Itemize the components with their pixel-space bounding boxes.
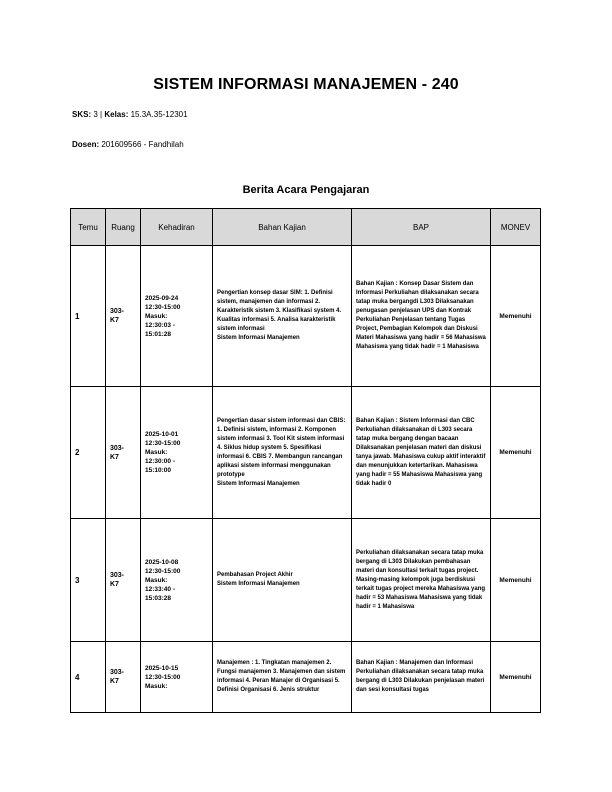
table-row bbox=[71, 246, 541, 387]
course-info: SKS: 3 | Kelas: 15.3A.35-12301 bbox=[72, 110, 188, 119]
bahan-kajian-cell: Pengertian dasar sistem informasi dan CBIS: 1. Definisi sistem, informasi 2. Komponen sistem informasi 3. Tool Kit sistem informasi 4. Siklus hidup system 5. Spesifikasi informasi 6. CBIS 7. Membangun rancangan aplikasi sistem informasi menggunakan prototype Sistem Informasi Manajemen bbox=[213, 387, 352, 519]
bap-cell: Bahan Kajian : Sistem Informasi dan CBC Perkuliahan dilaksanakan di L303 secara tatap muka bergang dengan bacaan Dilaksanakan penjelasan materi dan diskusi tanya jawab. Mahasiswa cukup aktif interaktif dan menunjukkan ketertarikan. Mahasiswa yang hadir = 55 Mahasiswa Mahasiswa yang tidak hadir 0 bbox=[352, 387, 491, 519]
kehadiran-cell: 2025-10-08 12:30-15:00 Masuk: 12:33:40 - 15:03:28 bbox=[141, 519, 213, 642]
header-bahan-kajian: Bahan Kajian bbox=[213, 209, 352, 246]
bahan-kajian-cell: Manajemen : 1. Tingkatan manajemen 2. Fungsi manajemen 3. Manajemen dan sistem informasi 4. Peran Manajer di Organisasi 5. Definisi Organisasi 6. Jenis struktur bbox=[213, 642, 352, 713]
lecturer-info: Dosen: 201609566 - Fandhilah bbox=[72, 140, 184, 149]
sks-value: 3 bbox=[93, 110, 98, 119]
kehadiran-cell: 2025-09-24 12:30-15:00 Masuk: 12:30:03 - 15:01:28 bbox=[141, 246, 213, 387]
bap-cell: Bahan Kajian : Konsep Dasar Sistem dan Informasi Perkuliahan dilaksanakan secara tatap muka bergangdi L303 Dilaksanakan penugasan penjelasan UPS dan Kontrak Perkuliahan Penjelasan tentang Tugas Project, Pembagian Kelompok dan Diskusi Materi Mahasiswa yang hadir = 56 Mahasiswa Mahasiswa yang tidak hadir = 1 Mahasiswa bbox=[352, 246, 491, 387]
teaching-log-table bbox=[70, 208, 541, 713]
bahan-kajian-cell: Pembahasan Project Akhir Sistem Informasi Manajemen bbox=[213, 519, 352, 642]
header-monev: MONEV bbox=[491, 209, 541, 246]
bap-cell: Bahan Kajian : Manajemen dan Informasi Perkuliahan dilaksanakan secara tatap muka bergang di L303 Dilakukan penjelasan materi dan sesi konsultasi tugas bbox=[352, 642, 491, 713]
monev-cell: Memenuhi bbox=[491, 246, 541, 387]
temu-cell: 2 bbox=[71, 387, 106, 519]
kelas-value: 15.3A.35-12301 bbox=[130, 110, 188, 119]
table-title: Berita Acara Pengajaran bbox=[242, 184, 370, 196]
ruang-cell: 303- K7 bbox=[106, 519, 141, 642]
table-header-row bbox=[71, 209, 541, 246]
temu-cell: 1 bbox=[71, 246, 106, 387]
dosen-value: 201609566 - Fandhilah bbox=[101, 140, 184, 149]
table-row bbox=[71, 519, 541, 642]
table-row bbox=[71, 387, 541, 519]
header-ruang: Ruang bbox=[106, 209, 141, 246]
temu-cell: 3 bbox=[71, 519, 106, 642]
table-row bbox=[71, 642, 541, 713]
monev-cell: Memenuhi bbox=[491, 642, 541, 713]
temu-cell: 4 bbox=[71, 642, 106, 713]
ruang-cell: 303- K7 bbox=[106, 387, 141, 519]
sks-label: SKS bbox=[72, 110, 89, 119]
page-title: SISTEM INFORMASI MANAJEMEN - 240 bbox=[153, 76, 459, 93]
kehadiran-cell: 2025-10-15 12:30-15:00 Masuk: bbox=[141, 642, 213, 713]
bap-cell: Perkuliahan dilaksanakan secara tatap muka bergang di L303 Dilakukan pembahasan materi dan konsultasi terkait tugas project. Masing-masing kelompok juga berdiskusi terkait tugas project mereka Mahasiswa yang hadir = 53 Mahasiswa Mahasiswa yang tidak hadir = 1 Mahasiswa bbox=[352, 519, 491, 642]
header-bap: BAP bbox=[352, 209, 491, 246]
kelas-label: Kelas bbox=[104, 110, 126, 119]
header-temu: Temu bbox=[71, 209, 106, 246]
monev-cell: Memenuhi bbox=[491, 387, 541, 519]
ruang-cell: 303- K7 bbox=[106, 642, 141, 713]
kehadiran-cell: 2025-10-01 12:30-15:00 Masuk: 12:30:00 - 15:10:00 bbox=[141, 387, 213, 519]
monev-cell: Memenuhi bbox=[491, 519, 541, 642]
header-kehadiran: Kehadiran bbox=[141, 209, 213, 246]
bahan-kajian-cell: Pengertian konsep dasar SIM: 1. Definisi sistem, manajemen dan informasi 2. Karakteristik sistem 3. Klasifikasi system 4. Kualitas informasi 5. Analisa karakteristik sistem informasi Sistem Informasi Manajemen bbox=[213, 246, 352, 387]
ruang-cell: 303- K7 bbox=[106, 246, 141, 387]
dosen-label: Dosen bbox=[72, 140, 97, 149]
